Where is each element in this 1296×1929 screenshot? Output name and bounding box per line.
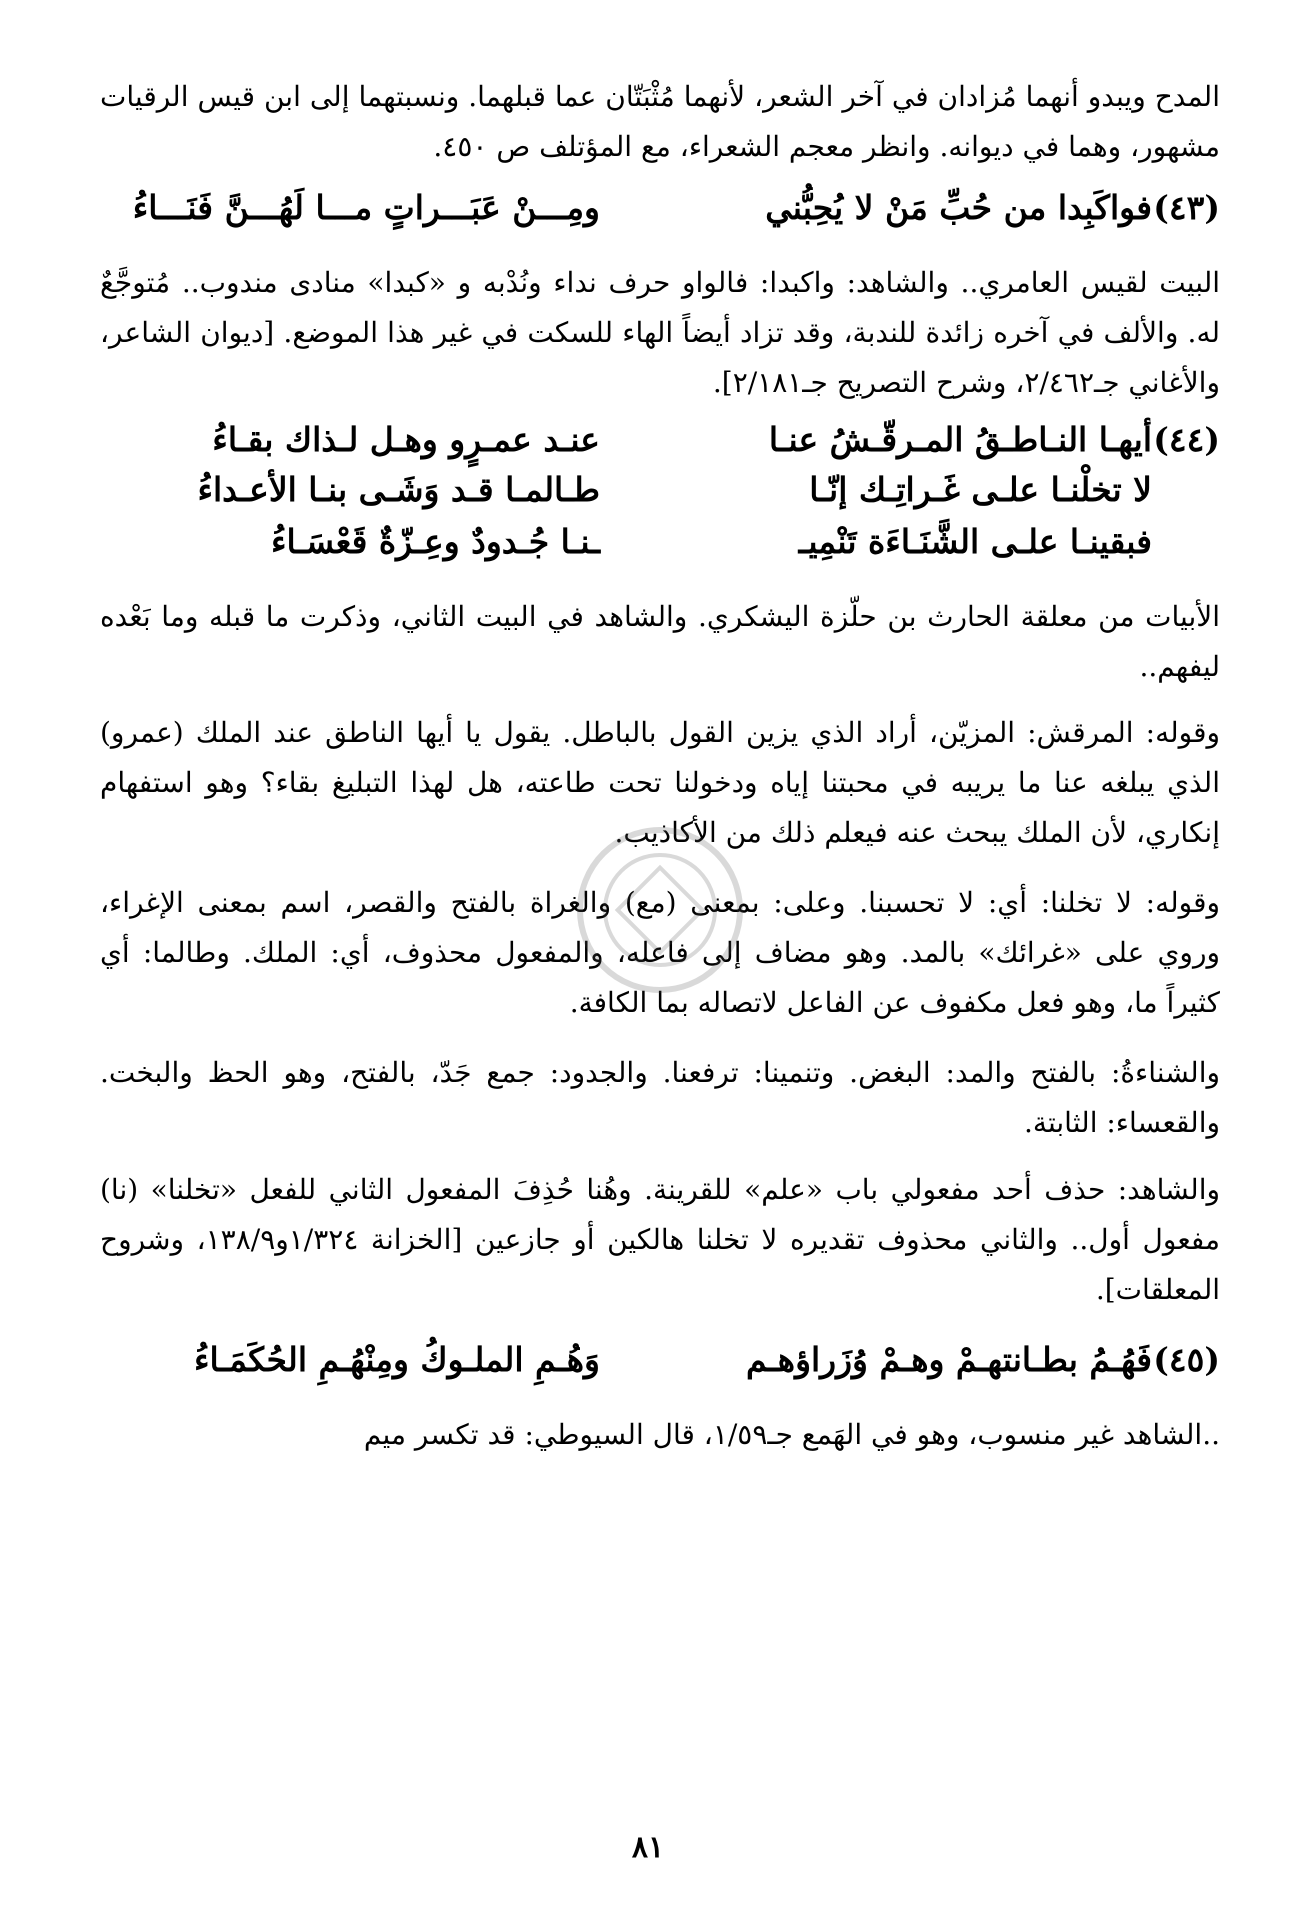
paragraph-explanation-3: والشناءةُ: بالفتح والمد: البغض. وتنمينا: ترفعنا. والجدود: جمع جَدّ، بالفتح، وهو الحظ والبخت. والقعساء: الثابتة. (100, 1056, 1220, 1139)
paragraph-commentary-43: البيت لقيس العامري.. والشاهد: واكبدا: فالواو حرف نداء ونُدْبه و «كبدا» منادى مندوب.. مُتوجَّعٌ له. والألف في آخره زائدة للندبة، وقد تزاد أيضاً الهاء للسكت في غير هذا الموضع. [ديوان الشاعر، والأغاني جـ٢/٤٦٢، وشرح التصريح جـ٢/١٨١]. (100, 266, 1220, 399)
paragraph-commentary-45: ..الشاهد غير منسوب، وهو في الهَمع جـ١/٥٩، قال السيوطي: قد تكسر ميم (363, 1418, 1220, 1451)
verse-second-hemistich: وَهُـمِ الملـوكُ ومِنْهُـمِ الحُكَمَـاءُ (193, 1340, 600, 1379)
verse-second-hemistich: عنـد عمـرٍو وهـل لـذاك بقـاءُ (212, 420, 600, 459)
verse-first-hemistich: لا تخلْنـا علـى غَـراتِـك إنّـا (809, 470, 1152, 509)
verse-number: (٤٥) (1153, 1340, 1220, 1379)
watermark-stamp-icon (560, 810, 760, 1010)
verse-number: (٤٣) (1153, 188, 1220, 227)
verse-44-line-3 (100, 522, 1220, 582)
paragraph-source-44: الأبيات من معلقة الحارث بن حلّزة اليشكري. والشاهد في البيت الثاني، وذكرت ما قبله وما بَعْده ليفهم.. (100, 600, 1220, 683)
paragraph-explanation-1: وقوله: المرقش: المزيّن، أراد الذي يزين القول بالباطل. يقول يا أيها الناطق عند الملك (عمرو) الذي يبلغه عنا ما يريبه في محبتنا إياه ودخولنا تحت طاعته، هل لهذا التبليغ بقاء؟ وهو استفهام إنكاري، لأن الملك يبحث عنه فيعلم ذلك من الأكاذيب. (100, 716, 1220, 849)
paragraph-witness-44: والشاهد: حذف أحد مفعولي باب «علم» للقرينة. وهُنا حُذِفَ المفعول الثاني للفعل «تخلنا» (نا) مفعول أول.. والثاني محذوف تقديره لا تخلنا هالكين أو جازعين [الخزانة ١/٣٢٤و١٣٨/٩، وشروح المعلقات]. (100, 1173, 1220, 1306)
verse-second-hemistich: طـالمـا قـد وَشَـى بنـا الأعـداءُ (197, 470, 600, 509)
verse-second-hemistich: ـنـا جُـدودٌ وعِـزّةٌ قَعْسَـاءُ (270, 522, 600, 561)
verse-first-hemistich: فبقينـا علـى الشَّنَـاءَة تَنْمِيـ (798, 522, 1152, 561)
verse-44-line-2 (100, 470, 1220, 530)
verse-first-hemistich: فواكَبِدا من حُبِّ مَنْ لا يُحِبُّني (765, 188, 1152, 227)
verse-first-hemistich: فَهُـمُ بطـانتهـمْ وهـمْ وُزَراؤهـم (746, 1340, 1152, 1379)
verse-second-hemistich: ومِـــنْ عَبَـــراتٍ مـــا لَهُـــنَّ فَنَـــاءُ (132, 188, 600, 227)
paragraph-intro: المدح ويبدو أنهما مُزادان في آخر الشعر، لأنهما مُثْبَتّان عما قبلهما. ونسبتهما إلى ابن قيس الرقيات مشهور، وهما في ديوانه. وانظر معجم الشعراء، مع المؤتلف ص ٤٥٠. (100, 80, 1220, 163)
page-number: ٨١ (631, 1830, 665, 1865)
verse-number: (٤٤) (1153, 420, 1220, 459)
paragraph-explanation-2: وقوله: لا تخلنا: أي: لا تحسبنا. وعلى: بمعنى (مع) والغراة بالفتح والقصر، اسم بمعنى الإغراء، وروي على «غرائك» بالمد. وهو مضاف إلى فاعله، والمفعول محذوف، أي: الملك. وطالما: أي كثيراً ما، وهو فعل مكفوف عن الفاعل لاتصاله بما الكافة. (100, 886, 1220, 1019)
verse-45 (100, 1340, 1220, 1400)
verse-43 (100, 188, 1220, 248)
verse-first-hemistich: أيهـا النـاطـقُ المـرقّـشُ عنـا (768, 420, 1152, 459)
